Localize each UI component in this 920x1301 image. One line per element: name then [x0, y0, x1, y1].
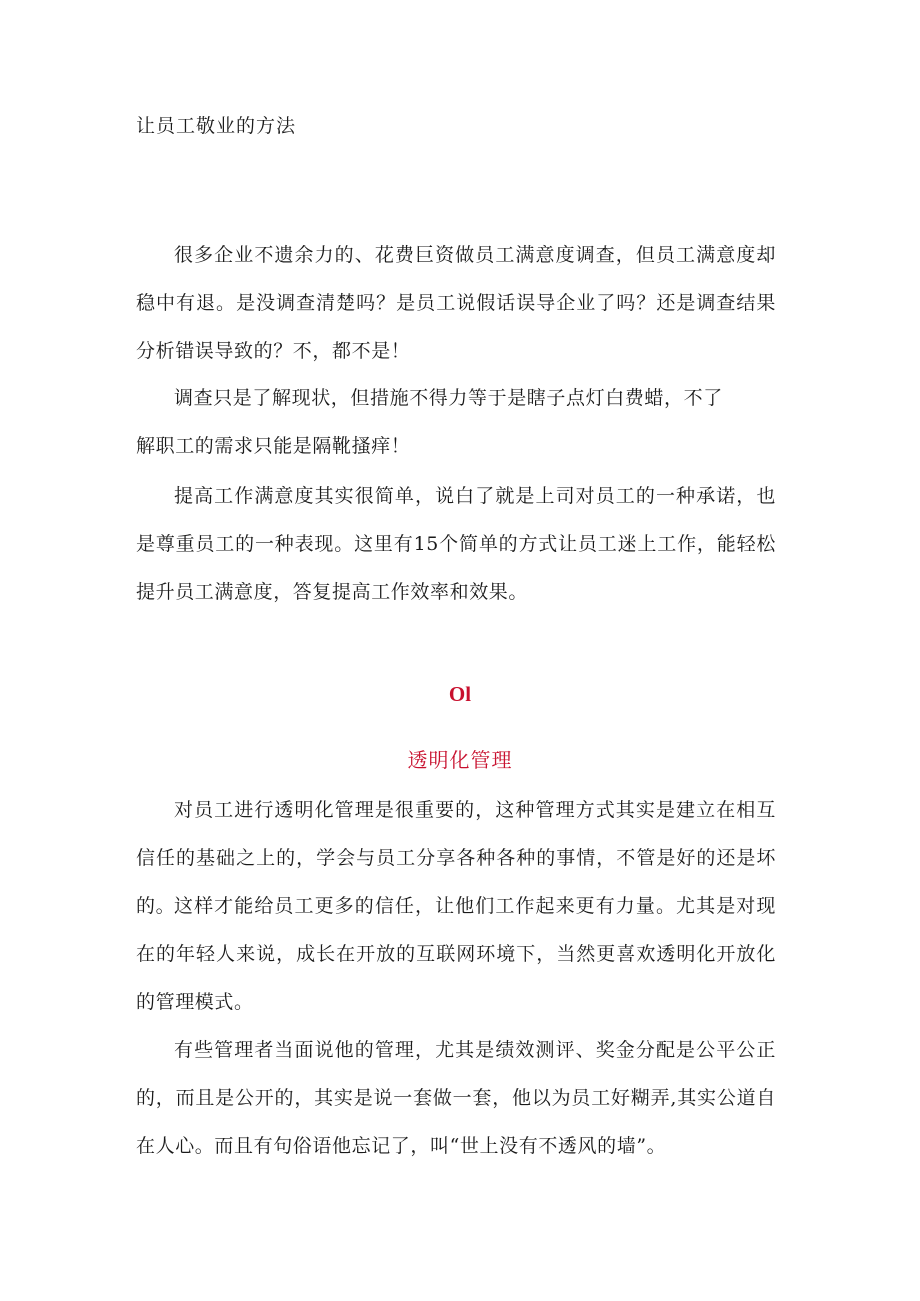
section-paragraph-3: 有些管理者当面说他的管理，尤其是绩效测评、奖金分配是公平公正的，而且是公开的，其实是说一套做一套，他以为员工好糊弄,其实公道自在人心。而且有句俗语他忘记了，叫“世上没有不透风的墙”。 [136, 1039, 776, 1157]
section-heading: 透明化管理 [407, 748, 513, 772]
intro-paragraph-1: 很多企业不遗余力的、花费巨资做员工满意度调查，但员工满意度却稳中有退。是没调查清楚吗？是员工说假话误导企业了吗？还是调查结果分析错误导致的？不，都不是！ [136, 244, 776, 362]
section-paragraph-2: 这样才能给员工更多的信任，让他们工作起来更有力量。尤其是对现在的年轻人来说，成长在开放的互联网环境下，当然更喜欢透明化开放化的管理模式。 [136, 895, 776, 1013]
section-paragraph-1: 对员工进行透明化管理是很重要的，这种管理方式其实是建立在相互信任的基础之上的，学会与员工分享各种各种的事情，不管是好的还是坏的。 [136, 799, 776, 917]
intro-paragraph-2-line-2: 解职工的需求只能是隔靴搔痒！ [136, 435, 411, 457]
section-number: Ol [448, 682, 472, 706]
document-title: 让员工敬业的方法 [136, 115, 297, 137]
intro-paragraph-3: 提高工作满意度其实很简单，说白了就是上司对员工的一种承诺，也是尊重员工的一种表现。这里有15个简单的方式让员工迷上工作，能轻松提升员工满意度，答复提高工作效率和效果。 [136, 485, 776, 603]
intro-paragraph-2-line-1: 调查只是了解现状，但措施不得力等于是瞎子点灯白费蜡，不了 [174, 387, 723, 409]
